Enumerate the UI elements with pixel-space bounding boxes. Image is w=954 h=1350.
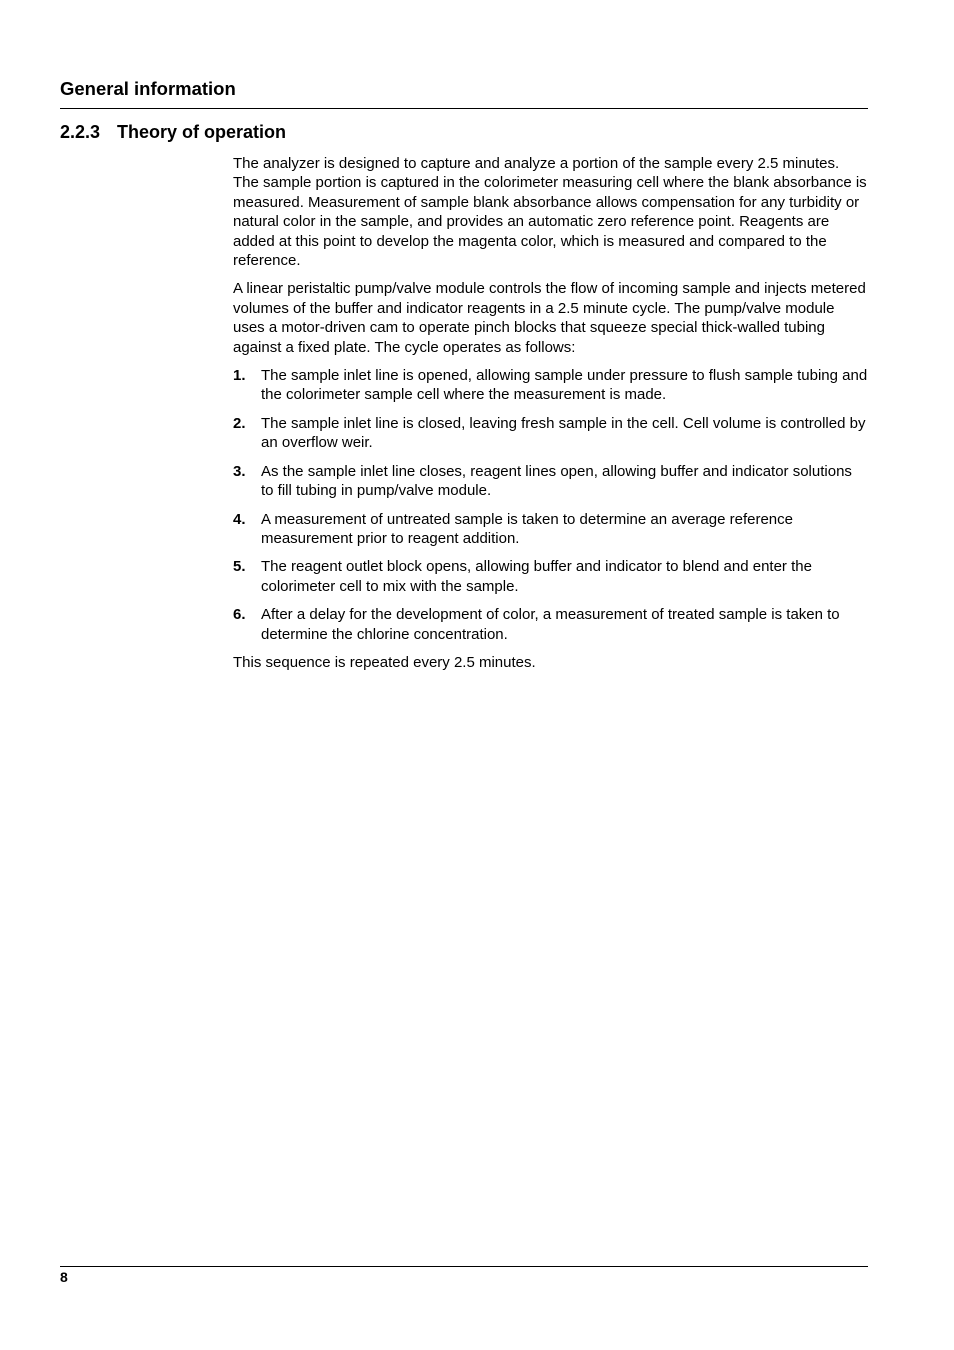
cycle-steps-list (233, 366, 868, 644)
header-rule (60, 108, 868, 109)
running-header: General information (60, 78, 236, 99)
step-number: 4. (233, 510, 246, 528)
list-item (233, 605, 868, 644)
section-title: Theory of operation (117, 122, 287, 142)
step-text: As the sample inlet line closes, reagent lines open, allowing buffer and indicator solutions to fill tubing in pump/valve module. (261, 462, 852, 500)
step-number: 1. (233, 367, 246, 385)
step-number: 6. (233, 606, 246, 624)
step-text: A measurement of untreated sample is taken to determine an average reference measurement prior to reagent addition. (261, 510, 793, 547)
list-item (233, 462, 868, 501)
step-text: The reagent outlet block opens, allowing buffer and indicator to blend and enter the colorimeter cell to mix with the sample. (261, 558, 812, 595)
intro-paragraph: The analyzer is designed to capture and analyze a portion of the sample every 2.5 minutes. The sample portion is captured in the colorimeter measuring cell where the blank absorbance is measured. Measurement of sample blank absorbance allows compensation for any turbidity or natural color in the sample, and provides an automatic zero reference point. Reagents are added at this point to develop the magenta color, which is measured and compared to the reference. (233, 155, 867, 270)
list-item (233, 557, 868, 596)
closing-paragraph: This sequence is repeated every 2.5 minutes. (233, 653, 536, 671)
page-number: 8 (60, 1269, 68, 1285)
step-text: The sample inlet line is closed, leaving fresh sample in the cell. Cell volume is controlled by an overflow weir. (261, 414, 866, 452)
list-item (233, 414, 868, 453)
step-number: 3. (233, 462, 246, 480)
section-heading (60, 122, 286, 143)
footer-rule (60, 1266, 868, 1267)
pump-paragraph: A linear peristaltic pump/valve module controls the flow of incoming sample and injects metered volumes of the buffer and indicator reagents in a 2.5 minute cycle. The pump/valve module uses a motor-driven cam to operate pinch blocks that squeeze special thick-walled tubing against a fixed plate. The cycle operates as follows: (233, 280, 866, 356)
step-number: 5. (233, 558, 246, 576)
body-content (233, 154, 868, 681)
list-item (233, 510, 868, 549)
section-number: 2.2.3 (60, 122, 101, 142)
step-text: The sample inlet line is opened, allowing sample under pressure to flush sample tubing and the colorimeter sample cell where the measurement is made. (261, 367, 868, 404)
step-text: After a delay for the development of color, a measurement of treated sample is taken to determine the chlorine concentration. (261, 606, 840, 643)
list-item (233, 366, 868, 405)
step-number: 2. (233, 414, 246, 432)
